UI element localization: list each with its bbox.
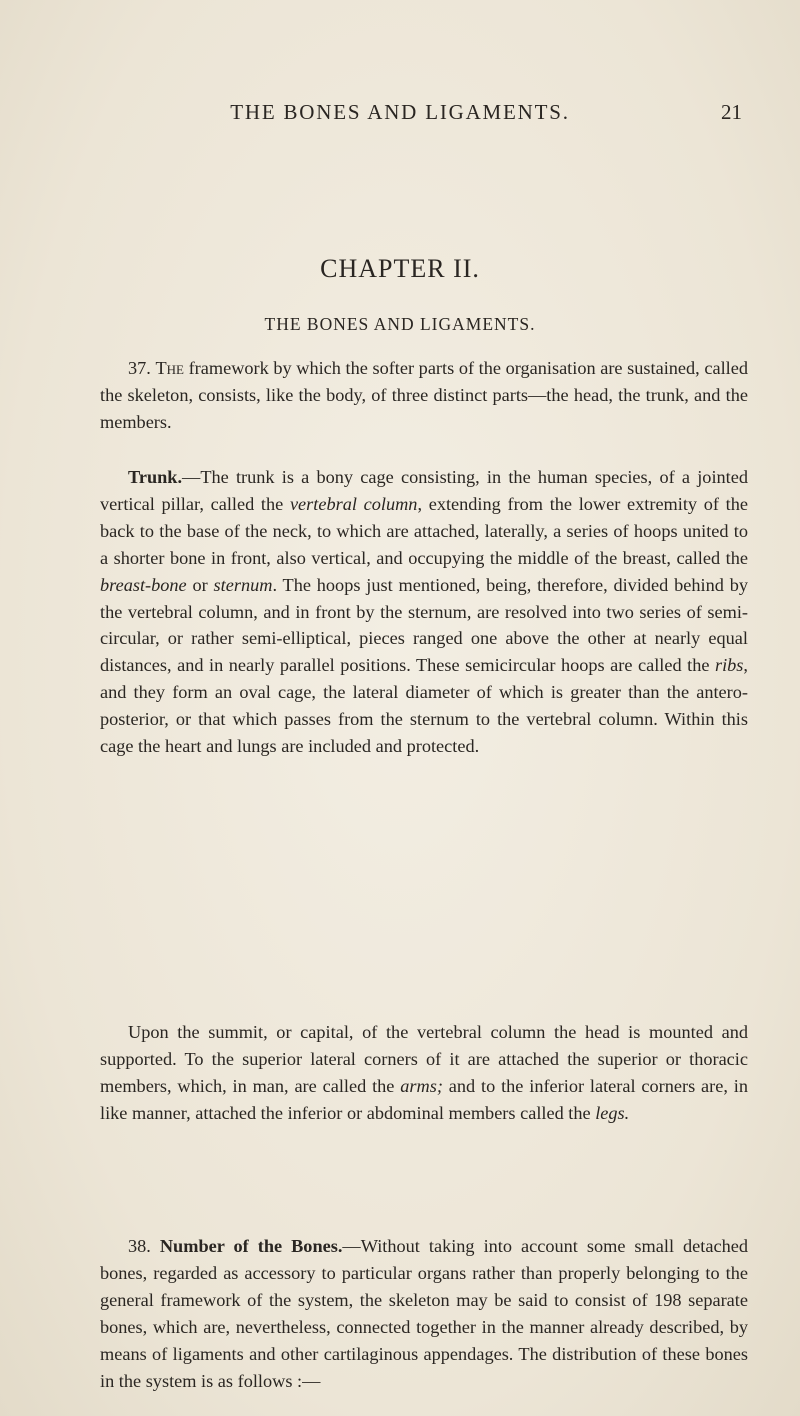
paragraph-number: 37. (128, 358, 151, 378)
term-vertebral-column: vertebral column (289, 493, 418, 514)
page-number: 21 (721, 100, 742, 124)
chapter-title: CHAPTER II. (320, 254, 480, 283)
section-heading-trunk: Trunk. (128, 467, 183, 487)
paragraph-head-members (100, 1019, 748, 1127)
paragraph-text: Upon the summit, or capital, of the vertebral column the head is mounted and supported. To the superior lateral corners of it are attached the superior or thoracic members, which, in man, are called the (100, 1022, 748, 1096)
term-legs: legs. (595, 1102, 630, 1123)
paragraph-text: or (186, 574, 214, 595)
section-heading-number-of-bones: Number of the Bones. (159, 1236, 343, 1256)
paragraph-text: —The trunk is a bony cage consisting, in the human species, of a jointed vertical pillar, called the (100, 467, 748, 514)
term-breast-bone: breast-bone (100, 574, 187, 595)
paragraph-lead: The (155, 358, 184, 378)
paragraph-text: and to the inferior lateral corners are, in like manner, attached the inferior or abdominal members called the (100, 1075, 748, 1123)
paragraph-number: 38. (128, 1236, 151, 1256)
paragraph-text: —Without taking into account some small detached bones, regarded as accessory to particular organs rather than properly belonging to the general framework of the system, the skeleton may be said to consist of 198 separate bones, which are, nevertheless, connected together in the manner already described, by means of ligaments and other cartilaginous appendages. The distribution of these bones in the system is as follows :— (100, 1236, 748, 1391)
paragraph-text: framework by which the softer parts of the organisation are sustained, called the skeleton, consists, like the body, of three distinct parts—the head, the trunk, and the members. (100, 358, 748, 432)
paragraph-38 (100, 1233, 748, 1394)
term-sternum: sternum (213, 574, 273, 595)
chapter-subtitle: THE BONES AND LIGAMENTS. (264, 314, 536, 334)
running-title: THE BONES AND LIGAMENTS. (230, 100, 570, 124)
paragraph-trunk (100, 464, 748, 760)
paragraph-37 (100, 355, 748, 436)
term-ribs: ribs (714, 655, 744, 676)
term-arms: arms; (400, 1075, 443, 1096)
paragraph-text: , extending from the lower extremity of the back to the base of the neck, to which are attached, laterally, a series of hoops united to a shorter bone in front, also vertical, and occupying the middle of the breast, called the (100, 493, 748, 568)
paragraph-text: . The hoops just mentioned, being, therefore, divided behind by the vertebral column, and in front by the sternum, are resolved into two series of semi-circular, or rather semi-elliptical, pieces ranged one above the other at nearly equal distances, and in nearly parallel positions. These semicircular hoops are called the (100, 574, 748, 676)
running-head (0, 100, 800, 130)
paragraph-text: , and they form an oval cage, the lateral diameter of which is greater than the antero-posterior, or that which passes from the sternum to the vertebral column. Within this cage the heart and lungs are included and protected. (100, 655, 748, 757)
